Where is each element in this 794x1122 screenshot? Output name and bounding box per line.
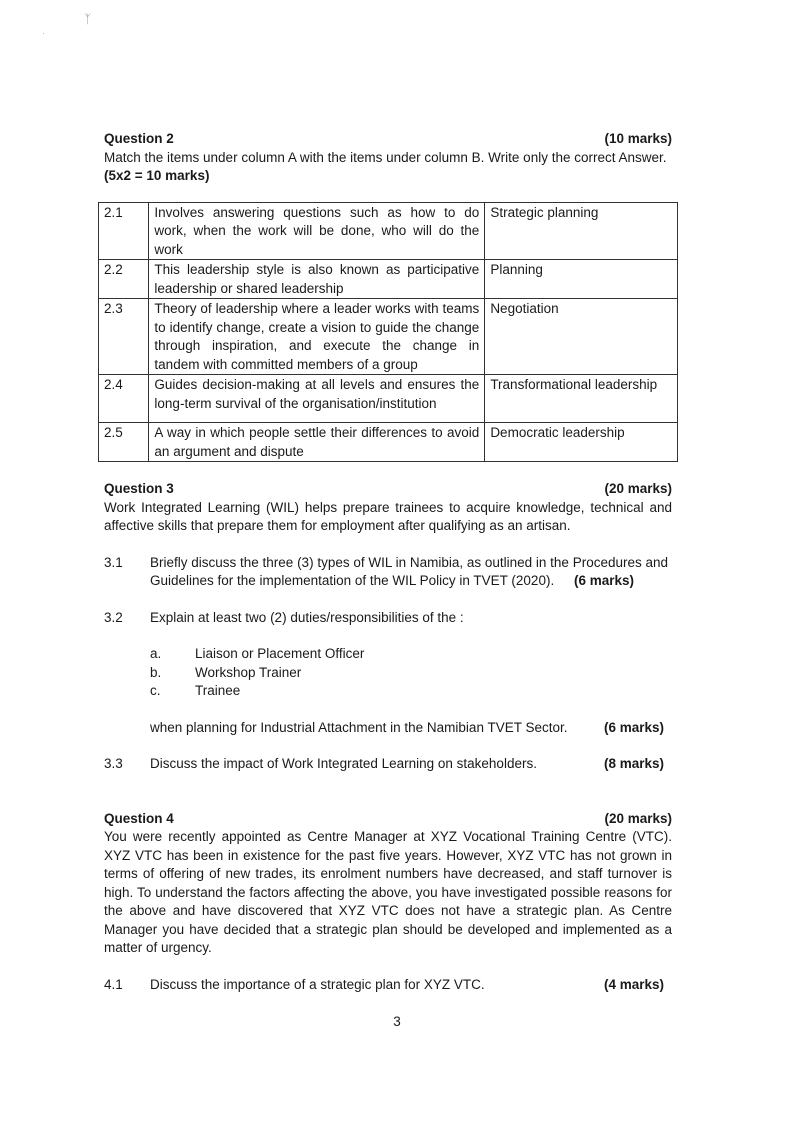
row-number: 2.1 [99,202,149,260]
question-3-3-marks: (8 marks) [603,756,664,771]
list-item [150,682,672,701]
table-row [99,202,678,260]
question-3-3-number: 3.3 [104,756,123,771]
row-answer: Negotiation [485,299,678,375]
list-letter: b. [150,664,162,680]
scan-artifact-dot: · [42,28,45,38]
page-content [104,130,672,994]
page-number: 3 [393,1014,401,1029]
scan-artifact-mark: ᛉ [84,12,92,26]
question2-marks: (10 marks) [604,131,672,146]
table-row [99,260,678,299]
row-number: 2.4 [99,375,149,423]
question-3-2-closing-text: when planning for Industrial Attachment in the Namibian TVET Sector. [150,719,568,735]
row-description: Theory of leadership where a leader works with teams to identify change, create a vision to guide the change through inspiration, and execute the change in tandem with committed members of a group [149,299,485,375]
row-number: 2.3 [99,299,149,375]
question-3-1-marks: (6 marks) [573,573,635,588]
question-3-2-marks: (6 marks) [603,719,664,735]
question-3-2-number: 3.2 [104,609,123,625]
question2-heading [104,130,672,149]
question-4-1-text [150,976,664,995]
list-label: Trainee [195,683,241,698]
row-number: 2.2 [99,260,149,299]
question-3-1-number: 3.1 [104,554,123,570]
question3-heading [104,480,672,499]
question-3-1-text [150,554,672,591]
list-label: Liaison or Placement Officer [195,646,365,661]
question-3-2 [104,609,672,628]
question-4-1-body: Discuss the importance of a strategic plan for XYZ VTC. [150,976,485,992]
row-number: 2.5 [99,423,149,462]
question4-title: Question 4 [104,810,174,826]
question-3-2-list [150,645,672,701]
question-3-3-body: Discuss the impact of Work Integrated Learning on stakeholders. [150,756,537,771]
question2-instruction-marks: (5x2 = 10 marks) [104,168,210,183]
question2-instruction [104,149,672,186]
question3-title: Question 3 [104,481,174,496]
question-3-2-text: Explain at least two (2) duties/responsibilities of the : [150,609,464,625]
table-row [99,375,678,423]
question-3-3 [104,755,672,774]
row-description: A way in which people settle their differences to avoid an argument and dispute [149,423,485,462]
question-4-1-number: 4.1 [104,976,123,992]
question2-title: Question 2 [104,131,174,146]
row-answer: Planning [485,260,678,299]
question-3-1 [104,554,672,591]
question4-marks: (20 marks) [604,810,672,826]
list-label: Workshop Trainer [195,664,302,680]
row-description: This leadership style is also known as participative leadership or shared leadership [149,260,485,299]
question4-intro: You were recently appointed as Centre Manager at XYZ Vocational Training Centre (VTC). XYZ VTC has been in existence for the past five years. However, XYZ VTC has not grown in terms of offering of new trades, its enrolment numbers have decreased, and staff turnover is high. To understand the factors affecting the above, you have investigated possible reasons for the above and have discovered that XYZ VTC does not have a strategic plan. As Centre Manager you have decided that a strategic plan should be developed and implemented as a matter of urgency. [104,829,672,955]
row-description: Guides decision-making at all levels and ensures the long-term survival of the organisation/institution [149,375,485,423]
question3-intro: Work Integrated Learning (WIL) helps prepare trainees to acquire knowledge, technical and affective skills that prepare them for employment after qualifying as an artisan. [104,499,672,533]
table-row [99,299,678,375]
list-item [150,664,672,683]
row-description: Involves answering questions such as how to do work, when the work will be done, who will do the work [149,202,485,260]
question-3-3-text [150,755,664,774]
list-letter: c. [150,683,161,698]
list-letter: a. [150,646,162,661]
row-answer: Transformational leadership [485,375,678,423]
row-answer: Strategic planning [485,202,678,260]
table-row [99,423,678,462]
question-4-1-marks: (4 marks) [603,976,664,992]
list-item [150,645,672,664]
question4-heading [104,810,672,829]
question2-instruction-text: Match the items under column A with the items under column B. Write only the correct Answer. [104,149,667,165]
matching-table [98,202,678,463]
question-3-1-body: Briefly discuss the three (3) types of WIL in Namibia, as outlined in the Procedures and Guidelines for the implementation of the WIL Policy in TVET (2020). [150,554,669,588]
question-4-1 [104,976,672,995]
question3-marks: (20 marks) [604,481,672,496]
question-3-2-closing [150,719,664,738]
row-answer: Democratic leadership [485,423,678,462]
